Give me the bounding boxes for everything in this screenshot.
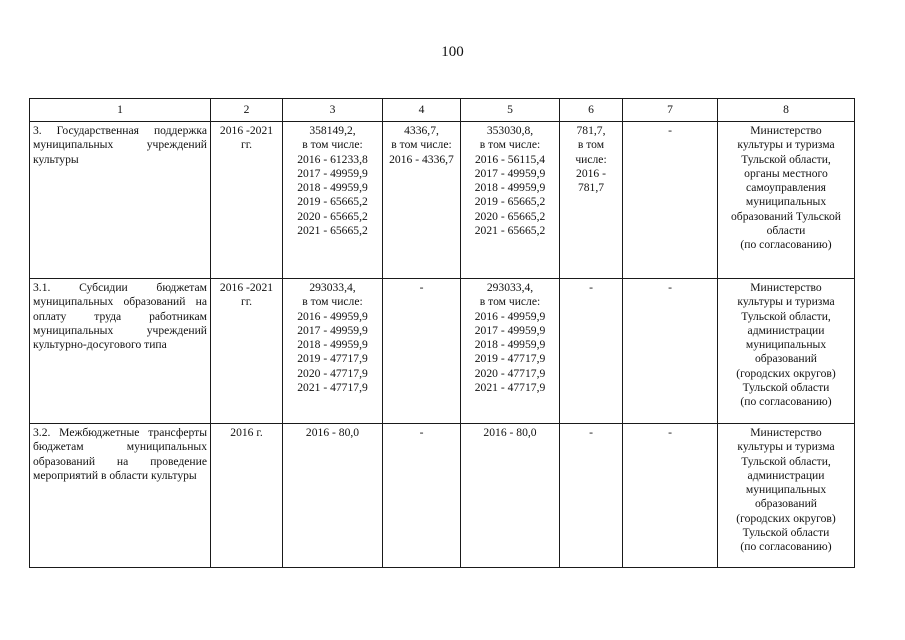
cell-line: Тульской области <box>742 526 830 540</box>
column-header: 5 <box>461 99 560 122</box>
cell-line: 2016 - 49959,9 <box>474 309 546 323</box>
cell-line: 2016 -2021 <box>219 281 274 294</box>
regional-budget-cell <box>461 122 560 279</box>
cell-line: в том числе: <box>479 295 541 309</box>
cell-line: 2018 - 49959,9 <box>297 181 368 195</box>
budget-table <box>29 98 855 568</box>
cell-line: культуры и туризма <box>737 440 835 454</box>
cell-line: 2016 г. <box>230 426 263 439</box>
cell-line: Тульской области <box>742 381 830 395</box>
cell-line: органы местного <box>744 166 828 180</box>
cell-line: культуры и туризма <box>737 138 835 152</box>
cell-line: в том числе: <box>302 295 363 309</box>
measure-name-cell: 3. Государственная поддержка муниципальных учреждений культуры <box>30 122 211 279</box>
cell-line: 2018 - 49959,9 <box>474 181 546 195</box>
cell-line: 2016 - 4336,7 <box>389 152 454 166</box>
page-number: 100 <box>441 44 464 60</box>
cell-line: самоуправления <box>745 181 827 195</box>
cell-line: 2016 - <box>576 166 606 180</box>
cell-line: 2016 -2021 <box>219 124 274 137</box>
cell-line: 2019 - 47717,9 <box>474 352 546 366</box>
column-header: 8 <box>718 99 855 122</box>
cell-line: области <box>766 224 806 238</box>
cell-line: 2020 - 65665,2 <box>474 209 546 223</box>
other-sources-cell <box>623 122 718 279</box>
column-header: 2 <box>211 99 283 122</box>
cell-line: (по согласованию) <box>740 238 832 252</box>
cell-line: 2020 - 47717,9 <box>474 366 546 380</box>
cell-line: - <box>589 281 593 294</box>
cell-line: 353030,8, <box>486 124 534 137</box>
cell-line: 2018 - 49959,9 <box>474 338 546 352</box>
cell-line: 2017 - 49959,9 <box>474 323 546 337</box>
table-row <box>30 279 855 424</box>
cell-line: муниципальных <box>745 195 827 209</box>
column-header: 7 <box>623 99 718 122</box>
cell-line: 2016 - 61233,8 <box>297 152 368 166</box>
local-budget-cell <box>560 122 623 279</box>
regional-budget-cell <box>461 279 560 424</box>
column-header: 4 <box>383 99 461 122</box>
cell-line: администрации <box>747 468 825 482</box>
cell-line: в том числе: <box>302 138 363 152</box>
column-header: 3 <box>283 99 383 122</box>
cell-line: - <box>419 281 424 294</box>
other-sources-cell <box>623 424 718 568</box>
period-cell <box>211 279 283 424</box>
cell-line: Тульской области, <box>741 309 831 323</box>
cell-line: - <box>668 124 672 137</box>
local-budget-cell <box>560 279 623 424</box>
cell-line: 2021 - 65665,2 <box>297 224 368 238</box>
cell-line: (городских округов) <box>736 366 836 380</box>
cell-line: 2016 - 49959,9 <box>297 309 368 323</box>
total-cell <box>283 424 383 568</box>
period-cell <box>211 424 283 568</box>
cell-line: администрации <box>747 323 825 337</box>
cell-line: (по согласованию) <box>740 395 832 409</box>
column-header: 6 <box>560 99 623 122</box>
cell-line: Тульской области, <box>741 454 831 468</box>
cell-line: 2017 - 49959,9 <box>297 323 368 337</box>
local-budget-cell <box>560 424 623 568</box>
regional-budget-cell <box>461 424 560 568</box>
cell-line: 2019 - 65665,2 <box>474 195 546 209</box>
federal-budget-cell <box>383 279 461 424</box>
executor-cell <box>718 424 855 568</box>
cell-line: - <box>668 426 672 439</box>
cell-line: - <box>419 426 424 439</box>
total-cell <box>283 279 383 424</box>
measure-name-cell: 3.2. Межбюджетные трансферты бюджетам муниципальных образований на проведение мероприятий в области культуры <box>30 424 211 568</box>
cell-line: 358149,2, <box>309 124 356 137</box>
federal-budget-cell <box>383 122 461 279</box>
cell-line: 2019 - 47717,9 <box>297 352 368 366</box>
table-row <box>30 122 855 279</box>
column-header: 1 <box>30 99 211 122</box>
cell-line: муниципальных <box>745 483 827 497</box>
cell-line: гг. <box>240 295 253 309</box>
other-sources-cell <box>623 279 718 424</box>
cell-line: 2018 - 49959,9 <box>297 338 368 352</box>
cell-line: 2016 - 80,0 <box>305 426 360 439</box>
cell-line: 4336,7, <box>404 124 439 137</box>
total-cell <box>283 122 383 279</box>
cell-line: Министерство <box>750 124 822 137</box>
cell-line: в том числе: <box>391 138 452 152</box>
measure-name-cell: 3.1. Субсидии бюджетам муниципальных образований на оплату труда работникам муниципальных учреждений культурно-досугового типа <box>30 279 211 424</box>
header-row <box>30 99 855 122</box>
cell-line: (по согласованию) <box>740 540 832 554</box>
cell-line: 2020 - 65665,2 <box>297 209 368 223</box>
cell-line: Тульской области, <box>741 152 831 166</box>
cell-line: 2021 - 47717,9 <box>474 381 546 395</box>
cell-line: гг. <box>240 138 253 152</box>
cell-line: Министерство <box>750 281 822 294</box>
cell-line: Министерство <box>750 426 822 439</box>
cell-line: культуры и туризма <box>737 295 835 309</box>
period-cell <box>211 122 283 279</box>
cell-line: - <box>668 281 672 294</box>
cell-line: 2021 - 65665,2 <box>474 224 546 238</box>
cell-line: 2020 - 47717,9 <box>297 366 368 380</box>
cell-line: 2017 - 49959,9 <box>297 166 368 180</box>
cell-line: 293033,4, <box>486 281 534 294</box>
cell-line: в том <box>577 138 605 152</box>
executor-cell <box>718 279 855 424</box>
cell-line: муниципальных <box>745 338 827 352</box>
cell-line: 2016 - 80,0 <box>483 426 537 439</box>
cell-line: 2016 - 56115,4 <box>474 152 546 166</box>
cell-line: 2019 - 65665,2 <box>297 195 368 209</box>
cell-line: образований <box>754 352 818 366</box>
cell-line: (городских округов) <box>736 511 836 525</box>
cell-line: в том числе: <box>479 138 541 152</box>
cell-line: - <box>589 426 593 439</box>
cell-line: числе: <box>575 152 607 166</box>
table-row <box>30 424 855 568</box>
cell-line: образований Тульской <box>731 209 841 223</box>
cell-line: образований <box>754 497 818 511</box>
cell-line: 2017 - 49959,9 <box>474 166 546 180</box>
cell-line: 781,7, <box>576 124 606 137</box>
cell-line: 2021 - 47717,9 <box>297 381 368 395</box>
federal-budget-cell <box>383 424 461 568</box>
executor-cell <box>718 122 855 279</box>
cell-line: 781,7 <box>577 181 605 195</box>
cell-line: 293033,4, <box>309 281 356 294</box>
